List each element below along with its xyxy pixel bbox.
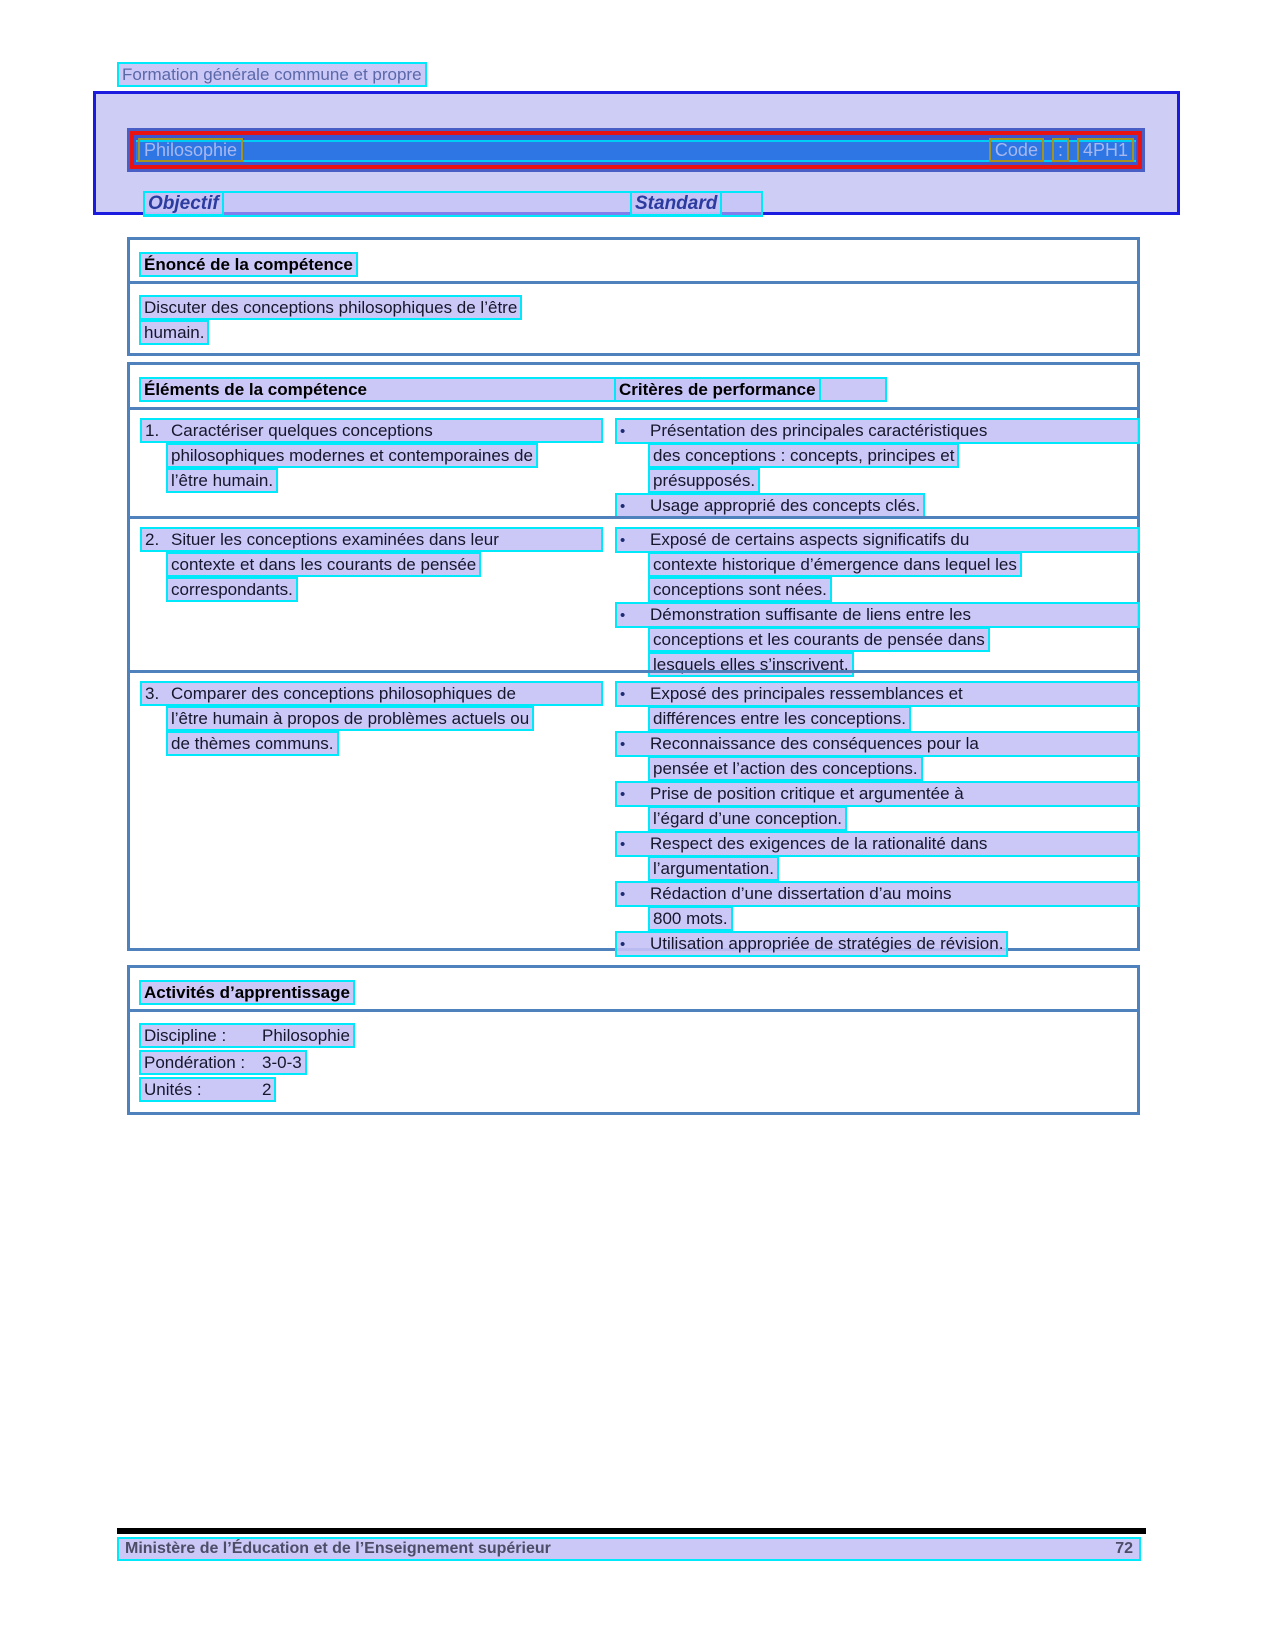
- enonce-title: Énoncé de la compétence: [139, 252, 358, 277]
- item-line: 2. Situer les conceptions examinées dans leur: [140, 527, 603, 552]
- item-line: 1. Caractériser quelques conceptions: [140, 418, 603, 443]
- criterion-line: conceptions et les courants de pensée dans: [648, 627, 990, 652]
- col1-header: Éléments de la compétence: [144, 380, 367, 399]
- enonce-panel-head: [130, 240, 1137, 284]
- criterion-line: • Rédaction d’une dissertation d’au moins: [615, 881, 1140, 907]
- item-line: de thèmes communs.: [166, 731, 339, 756]
- criterion-line: • Utilisation appropriée de stratégies de révision.: [615, 931, 1008, 957]
- enonce-panel: [127, 237, 1140, 356]
- course-banner: [127, 128, 1145, 172]
- criterion-line: 800 mots.: [648, 906, 733, 931]
- course-code: [989, 138, 1134, 162]
- criterion-line: • Démonstration suffisante de liens entre les: [615, 602, 1140, 628]
- field-value: Philosophie: [262, 1026, 350, 1045]
- criterion-line: • Exposé de certains aspects significatifs du: [615, 527, 1140, 553]
- bullet-icon: •: [620, 498, 626, 515]
- enonce-line-text: Discuter des conceptions philosophiques de l’être: [139, 295, 522, 320]
- header-note: [117, 62, 427, 87]
- criterion-line: l’égard d’une conception.: [648, 806, 847, 831]
- criterion-line: • Présentation des principales caractéristiques: [615, 418, 1140, 444]
- criterion-line: • Prise de position critique et argumentée à: [615, 781, 1140, 807]
- page-number: 72: [1115, 1540, 1133, 1557]
- table-rows: [130, 410, 1137, 953]
- element-cell: [140, 681, 603, 756]
- item-number: 1.: [145, 421, 160, 440]
- field-line: [139, 1050, 307, 1075]
- criterion-line: conceptions sont nées.: [648, 577, 832, 602]
- criterion-line: des conceptions : concepts, principes et: [648, 443, 959, 468]
- item-line: l’être humain.: [166, 468, 278, 493]
- table-row: [130, 410, 1137, 516]
- field-value: 3-0-3: [262, 1053, 302, 1072]
- item-line: philosophiques modernes et contemporaines de: [166, 443, 538, 468]
- enonce-line: [139, 295, 1137, 320]
- table-header-highlight: [139, 377, 887, 402]
- hero-panel: [93, 91, 1180, 215]
- criterion-line: différences entre les conceptions.: [648, 706, 911, 731]
- activites-panel-body: [130, 1012, 1137, 1112]
- bullet-icon: •: [620, 532, 626, 549]
- activites-panel: [127, 965, 1140, 1115]
- bullet-icon: •: [620, 786, 626, 803]
- footer-bar: [117, 1537, 1141, 1561]
- criterion-line: l’argumentation.: [648, 856, 779, 881]
- criterion-line: présupposés.: [648, 468, 760, 493]
- criterion-line: • Reconnaissance des conséquences pour la: [615, 731, 1140, 757]
- code-label: Code: [989, 138, 1044, 162]
- item-line: l’être humain à propos de problèmes actuels ou: [166, 706, 534, 731]
- bullet-icon: •: [620, 936, 626, 953]
- standard-heading: Standard: [630, 191, 722, 216]
- field-line: [139, 1077, 276, 1102]
- bullet-icon: •: [620, 686, 626, 703]
- bullet-icon: •: [620, 423, 626, 440]
- table-row: [130, 670, 1137, 953]
- field-label: Discipline :: [144, 1026, 227, 1045]
- objectif-heading: Objectif: [143, 191, 224, 216]
- bullet-icon: •: [620, 836, 626, 853]
- bullet-icon: •: [620, 607, 626, 624]
- item-line: contexte et dans les courants de pensée: [166, 552, 481, 577]
- competence-table: [127, 362, 1140, 951]
- objectif-standard-row: [143, 191, 763, 217]
- criteria-cell: [615, 418, 1140, 518]
- activites-title: Activités d’apprentissage: [139, 980, 355, 1005]
- criteria-cell: [615, 681, 1140, 956]
- table-row: [130, 516, 1137, 674]
- bullet-icon: •: [620, 886, 626, 903]
- course-banner-inner: [130, 131, 1142, 169]
- footer-ministry: Ministère de l’Éducation et de l’Enseignement supérieur: [125, 1540, 551, 1557]
- element-cell: [140, 418, 603, 493]
- item-line: 3. Comparer des conceptions philosophiques de: [140, 681, 603, 706]
- item-number: 3.: [145, 684, 160, 703]
- header-note-text: Formation générale commune et propre: [117, 62, 427, 87]
- table-header-row: [130, 365, 1137, 410]
- criterion-line: lesquels elles s’inscrivent.: [648, 652, 854, 677]
- criterion-line: • Respect des exigences de la rationalité dans: [615, 831, 1140, 857]
- element-cell: [140, 527, 603, 602]
- bullet-icon: •: [620, 736, 626, 753]
- enonce-panel-body: [130, 284, 1137, 353]
- activites-panel-head: [130, 968, 1137, 1012]
- criteria-cell: [615, 527, 1140, 677]
- footer-rule: [117, 1528, 1146, 1534]
- field-value: 2: [262, 1080, 272, 1099]
- field-label: Unités :: [144, 1080, 202, 1099]
- col2-header: Critères de performance: [614, 377, 821, 402]
- criterion-line: • Exposé des principales ressemblances et: [615, 681, 1140, 707]
- criterion-line: pensée et l’action des conceptions.: [648, 756, 923, 781]
- field-line: [139, 1023, 355, 1048]
- item-number: 2.: [145, 530, 160, 549]
- banner-title: Philosophie: [138, 138, 243, 162]
- item-line: correspondants.: [166, 577, 298, 602]
- enonce-line-text: humain.: [139, 320, 209, 345]
- criterion-line: • Usage approprié des concepts clés.: [615, 493, 925, 519]
- banner-highlight-stripe: [136, 140, 1136, 162]
- code-value: 4PH1: [1077, 138, 1134, 162]
- enonce-line: [139, 320, 1137, 345]
- field-label: Pondération :: [144, 1053, 246, 1072]
- code-separator: :: [1052, 138, 1069, 162]
- criterion-line: contexte historique d’émergence dans lequel les: [648, 552, 1022, 577]
